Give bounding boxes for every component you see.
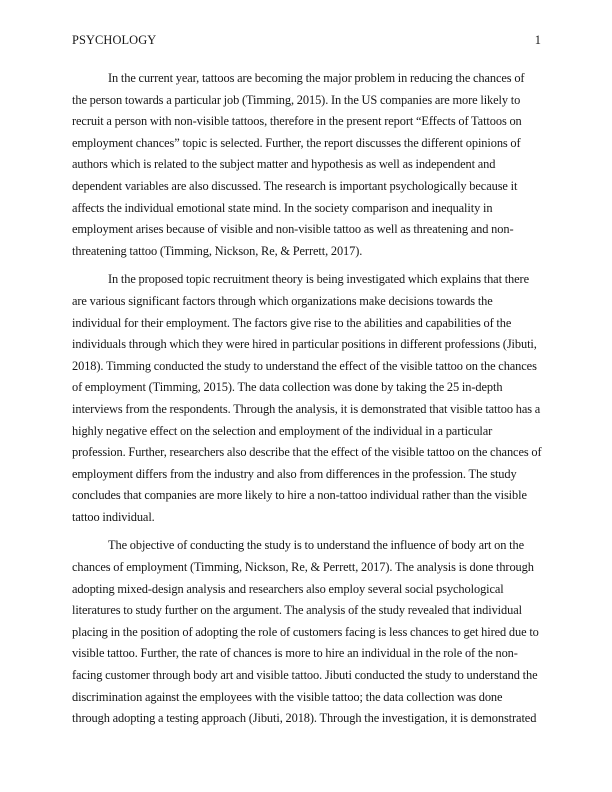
paragraph-2: In the proposed topic recruitment theory is being investigated which explains that there are various significant factors through which organizations make decisions towards the individual for their employment. The factors give rise to the abilities and capabilities of the individuals through which they were hired in particular positions in different professions (Jibuti, 2018). Timming conducted the study to understand the effect of the visible tattoo on the chances of employment (Timming, 2015). The data collection was done by taking the 25 in-depth interviews from the respondents. Through the analysis, it is demonstrated that visible tattoo has a highly negative effect on the selection and employment of the individual in a particular profession. Further, researchers also describe that the effect of the visible tattoo on the chances of employment differs from the industry and also from differences in the profession. The study concludes that companies are more likely to hire a non-tattoo individual rather than the visible tattoo individual. <box>72 272 542 524</box>
running-head: PSYCHOLOGY <box>72 33 157 47</box>
page-header <box>72 33 541 47</box>
paragraph-3: The objective of conducting the study is to understand the influence of body art on the chances of employment (Timming, Nickson, Re, & Perrett, 2017). The analysis is done through adopting mixed-design analysis and researchers also employ several social psychological literatures to study further on the argument. The analysis of the study revealed that individual placing in the position of adopting the role of customers facing is less chances to get hired due to visible tattoo. Further, the rate of chances is more to hire an individual in the role of the non-facing customer through body art and visible tattoo. Jibuti conducted the study to understand the discrimination against the employees with the visible tattoo; the data collection was done through adopting a testing approach (Jibuti, 2018). Through the investigation, it is demonstrated <box>72 538 539 726</box>
paragraph-1: In the current year, tattoos are becoming the major problem in reducing the chances of the person towards a particular job (Timming, 2015). In the US companies are more likely to recruit a person with non-visible tattoos, therefore in the present report “Effects of Tattoos on employment chances” topic is selected. Further, the report discusses the different opinions of authors which is related to the subject matter and hypothesis as well as independent and dependent variables are also discussed. The research is important psychologically because it affects the individual emotional state mind. In the society comparison and inequality in employment arises because of visible and non-visible tattoo as well as threatening and non-threatening tattoo (Timming, Nickson, Re, & Perrett, 2017). <box>72 71 525 258</box>
document-body <box>72 68 542 737</box>
page-number: 1 <box>534 33 541 47</box>
